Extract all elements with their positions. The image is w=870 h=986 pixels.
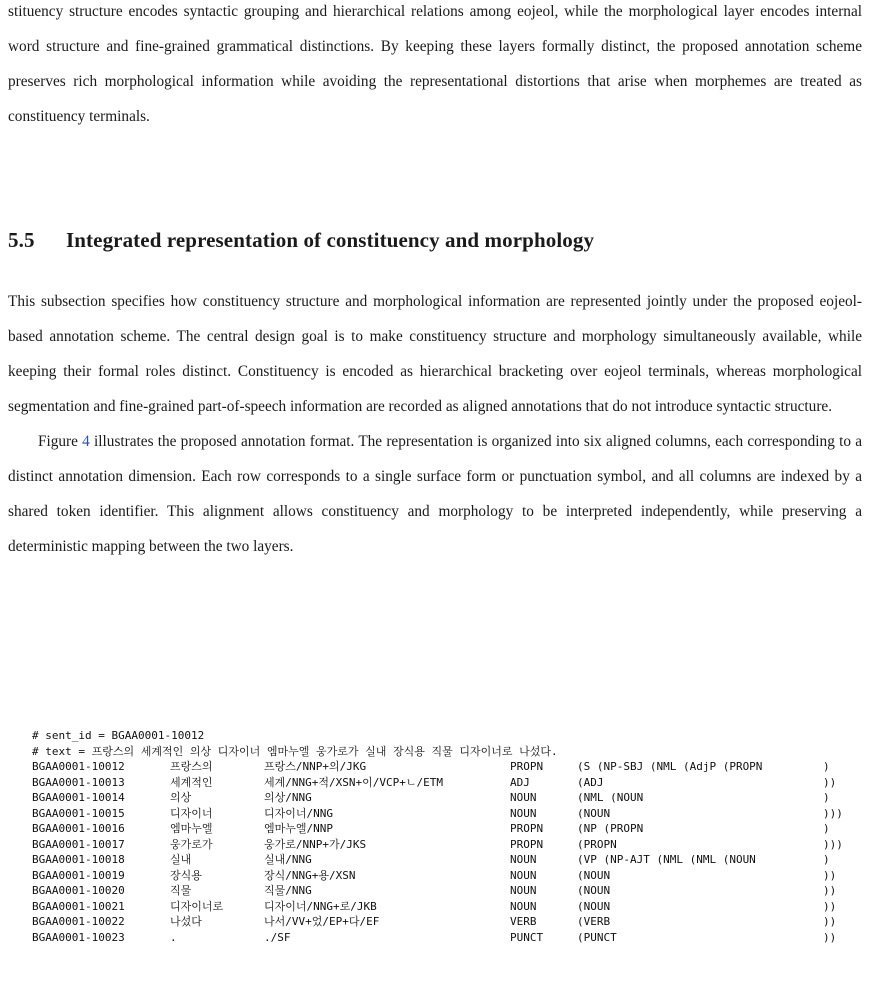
bracket-open: (VERB	[577, 915, 611, 928]
token-id: BGAA0001-10014	[32, 791, 125, 804]
figure-reference-link[interactable]: 4	[82, 433, 90, 450]
text-line: # text = 프랑스의 세계적인 의상 디자이너 엠마누엘 웅가로가 실내 장식용 직물 디자이너로 나섰다.	[32, 744, 558, 758]
token-id: BGAA0001-10018	[32, 853, 125, 866]
surface-form: 세계적인	[170, 775, 213, 789]
surface-form: 프랑스의	[170, 760, 213, 773]
annotation-row	[32, 883, 862, 899]
bracket-close: )	[823, 853, 830, 866]
morph-analysis: 의상/NNG	[264, 791, 312, 804]
bracket-close: ))	[823, 884, 837, 897]
token-id: BGAA0001-10015	[32, 806, 125, 820]
surface-form: 장식용	[170, 868, 202, 882]
upos-tag: ADJ	[510, 775, 530, 789]
paragraph-intro: This subsection specifies how constituency structure and morphological information are represented jointly under the proposed eojeol-based annotation scheme. The central design goal is to make constituency structure and morphology simultaneously available, while keeping their formal roles distinct. Constituency is encoded as hierarchical bracketing over eojeol terminals, whereas morphological segmentation and fine-grained part-of-speech information are recorded as aligned annotations that do not introduce syntactic structure.	[8, 293, 862, 415]
upos-tag: PROPN	[510, 822, 544, 835]
bracket-close: )	[823, 791, 830, 804]
bracket-open: (NOUN	[577, 899, 611, 913]
section-number: 5.5	[8, 228, 35, 252]
token-id: BGAA0001-10023	[32, 930, 125, 944]
section-heading	[8, 228, 594, 253]
bracket-close: )))	[823, 837, 843, 851]
paragraph-top: stituency structure encodes syntactic grouping and hierarchical relations among eojeol, while the morphological layer encodes internal word structure and fine-grained grammatical distinctions. By keeping these layers formally distinct, the proposed annotation scheme preserves rich morphological information while avoiding the representational distortions that arise when morphemes are treated as constituency terminals.	[8, 3, 862, 125]
token-id: BGAA0001-10016	[32, 822, 125, 835]
upos-tag: NOUN	[510, 884, 537, 897]
annotation-row	[32, 899, 862, 915]
annotation-row	[32, 806, 862, 822]
bracket-close: ))	[823, 868, 837, 882]
upos-tag: NOUN	[510, 791, 537, 804]
annotation-row	[32, 775, 862, 791]
annotation-row	[32, 914, 862, 930]
morph-analysis: ./SF	[264, 930, 291, 944]
section-title: Integrated representation of constituency and morphology	[66, 228, 595, 252]
upos-tag: PROPN	[510, 837, 544, 851]
morph-analysis: 디자이너/NNG	[264, 806, 333, 820]
annotation-row	[32, 837, 862, 853]
surface-form: 엠마누엘	[170, 822, 213, 835]
token-id: BGAA0001-10020	[32, 884, 125, 897]
upos-tag: NOUN	[510, 899, 537, 913]
surface-form: 실내	[170, 853, 192, 866]
surface-form: 디자이너로	[170, 899, 224, 913]
annotation-rows	[32, 759, 862, 945]
bracket-open: (NML (NOUN	[577, 791, 644, 804]
morph-analysis: 프랑스/NNP+의/JKG	[264, 760, 367, 773]
bracket-close: )))	[823, 806, 843, 820]
upos-tag: PROPN	[510, 760, 544, 773]
surface-form: 디자이너	[170, 806, 213, 820]
bracket-close: ))	[823, 930, 837, 944]
sent-id-line: # sent_id = BGAA0001-10012	[32, 729, 205, 742]
section-body	[8, 284, 862, 564]
token-id: BGAA0001-10012	[32, 760, 125, 773]
bracket-open: (PUNCT	[577, 930, 617, 944]
token-id: BGAA0001-10013	[32, 775, 125, 789]
morph-analysis: 세계/NNG+적/XSN+이/VCP+ㄴ/ETM	[264, 775, 443, 789]
morph-analysis: 실내/NNG	[264, 853, 312, 866]
bracket-close: )	[823, 822, 830, 835]
morph-analysis: 웅가로/NNP+가/JKS	[264, 837, 367, 851]
surface-form: .	[170, 930, 177, 944]
surface-form: 직물	[170, 884, 192, 897]
token-id: BGAA0001-10021	[32, 899, 125, 913]
annotation-row	[32, 759, 862, 775]
annotation-row	[32, 821, 862, 837]
upos-tag: VERB	[510, 915, 537, 928]
upos-tag: NOUN	[510, 806, 537, 820]
token-id: BGAA0001-10019	[32, 868, 125, 882]
bracket-open: (NP (PROPN	[577, 822, 644, 835]
bracket-open: (S (NP-SBJ (NML (AdjP (PROPN	[577, 760, 763, 773]
bracket-open: (NOUN	[577, 868, 611, 882]
morph-analysis: 장식/NNG+용/XSN	[264, 868, 356, 882]
bracket-open: (PROPN	[577, 837, 617, 851]
bracket-close: ))	[823, 775, 837, 789]
bracket-close: ))	[823, 899, 837, 913]
bracket-close: ))	[823, 915, 837, 928]
upos-tag: NOUN	[510, 868, 537, 882]
morph-analysis: 직물/NNG	[264, 884, 312, 897]
annotation-figure	[32, 728, 862, 945]
surface-form: 웅가로가	[170, 837, 213, 851]
upos-tag: NOUN	[510, 853, 537, 866]
annotation-row	[32, 852, 862, 868]
paragraph-figure-description: Figure 4 illustrates the proposed annotation format. The representation is organized into six aligned columns, each corresponding to a distinct annotation dimension. Each row corresponds to a single surface form or punctuation symbol, and all columns are indexed by a shared token identifier. This alignment allows constituency and morphology to be interpreted independently, while preserving a deterministic mapping between the two layers.	[8, 433, 862, 555]
surface-form: 나섰다	[170, 915, 202, 928]
token-id: BGAA0001-10017	[32, 837, 125, 851]
bracket-open: (ADJ	[577, 775, 604, 789]
bracket-open: (VP (NP-AJT (NML (NML (NOUN	[577, 853, 756, 866]
annotation-row	[32, 790, 862, 806]
token-id: BGAA0001-10022	[32, 915, 125, 928]
upos-tag: PUNCT	[510, 930, 544, 944]
bracket-close: )	[823, 760, 830, 773]
morph-analysis: 디자이너/NNG+로/JKB	[264, 899, 377, 913]
morph-analysis: 나서/VV+었/EP+다/EF	[264, 915, 380, 928]
annotation-row	[32, 930, 862, 946]
bracket-open: (NOUN	[577, 884, 611, 897]
annotation-row	[32, 868, 862, 884]
bracket-open: (NOUN	[577, 806, 611, 820]
surface-form: 의상	[170, 791, 192, 804]
morph-analysis: 엠마누엘/NNP	[264, 822, 333, 835]
